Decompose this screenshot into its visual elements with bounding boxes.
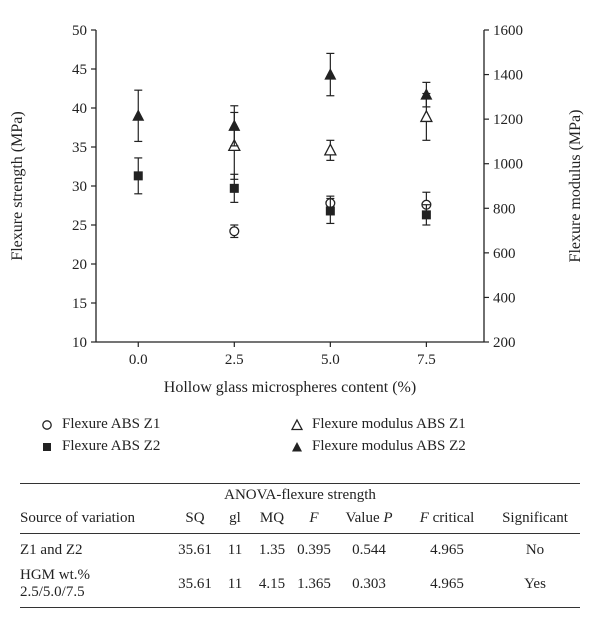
square-filled-marker-icon xyxy=(40,440,54,454)
circle-open-marker-icon xyxy=(40,418,54,432)
right-y-tick-label: 800 xyxy=(493,201,516,218)
x-tick-label: 2.5 xyxy=(224,352,244,368)
cell-mq: 4.15 xyxy=(250,559,294,608)
legend-label: Flexure modulus ABS Z2 xyxy=(312,438,466,454)
cell-source xyxy=(20,559,170,608)
cell-source-line2: 2.5/5.0/7.5 xyxy=(20,584,85,600)
data-point-triangle-filled xyxy=(420,88,432,100)
legend-label: Flexure ABS Z1 xyxy=(62,416,161,432)
header-value-p xyxy=(334,506,404,534)
right-y-tick-label: 400 xyxy=(493,290,516,307)
legend-item-flexure-abs-z1 xyxy=(40,416,160,433)
cell-gl: 11 xyxy=(227,542,243,558)
table-row xyxy=(20,559,580,608)
data-point-square xyxy=(326,206,335,215)
data-point-triangle-filled xyxy=(132,109,144,121)
header-f: F xyxy=(294,506,334,534)
data-point-triangle-open xyxy=(325,144,336,155)
legend-label: Flexure ABS Z2 xyxy=(62,438,161,454)
right-y-tick-label: 1000 xyxy=(493,156,523,173)
cell-p: 0.303 xyxy=(334,559,404,608)
header-gl: gl xyxy=(220,506,250,534)
right-y-tick-label: 600 xyxy=(493,245,516,262)
cell-sq: 35.61 xyxy=(170,559,220,608)
header-significant: Significant xyxy=(490,506,580,534)
right-y-tick-label: 1600 xyxy=(493,23,523,39)
right-y-tick-label: 1400 xyxy=(493,67,523,84)
data-point-square xyxy=(134,171,143,180)
data-point-triangle-filled xyxy=(228,119,240,130)
cell-significant: No xyxy=(525,542,545,558)
cell-f: 0.395 xyxy=(297,542,331,558)
cell-f-critical: 4.965 xyxy=(404,559,490,608)
x-tick-label: 0.0 xyxy=(128,352,148,368)
header-sq: SQ xyxy=(170,506,220,534)
cell-mq: 1.35 xyxy=(258,542,286,558)
legend-item-flexure-modulus-abs-z2 xyxy=(290,438,466,455)
anova-header-row xyxy=(20,506,580,534)
cell-p: 0.544 xyxy=(352,542,386,558)
x-axis-label: Hollow glass microspheres content (%) xyxy=(163,379,417,396)
left-y-axis-label: Flexure strength (MPa) xyxy=(9,111,26,261)
triangle-open-marker-icon xyxy=(290,418,304,432)
header-f-critical xyxy=(404,506,490,534)
data-point-triangle-filled xyxy=(324,68,336,80)
data-point-circle xyxy=(230,227,239,236)
right-y-axis-label: Flexure modulus (MPa) xyxy=(567,109,584,263)
legend-item-flexure-modulus-abs-z1 xyxy=(290,416,466,433)
header-f-critical-var: F xyxy=(419,510,429,526)
cell-gl: 11 xyxy=(220,559,250,608)
header-mq: MQ xyxy=(250,506,294,534)
x-tick-label: 7.5 xyxy=(417,352,436,368)
anova-table xyxy=(20,483,580,608)
left-y-tick-label: 25 xyxy=(72,218,87,234)
left-y-tick-label: 40 xyxy=(72,101,87,117)
anova-caption: ANOVA-flexure strength xyxy=(20,484,580,507)
legend-label: Flexure modulus ABS Z1 xyxy=(312,416,466,432)
cell-source-line1: HGM wt.% xyxy=(20,567,90,583)
header-value-p-var: P xyxy=(383,510,393,526)
right-y-tick-label: 1200 xyxy=(493,112,523,129)
data-point-square xyxy=(230,184,239,193)
data-point-triangle-open xyxy=(421,111,432,122)
legend-item-flexure-abs-z2 xyxy=(40,438,160,455)
header-f-critical-suffix: critical xyxy=(428,510,475,526)
left-y-tick-label: 10 xyxy=(72,335,87,351)
left-y-tick-label: 35 xyxy=(72,140,87,156)
left-y-tick-label: 50 xyxy=(72,23,87,39)
cell-sq: 35.61 xyxy=(178,542,212,558)
left-y-tick-label: 30 xyxy=(72,179,87,195)
left-y-tick-label: 20 xyxy=(72,257,87,273)
left-y-tick-label: 15 xyxy=(72,296,87,312)
triangle-filled-marker-icon xyxy=(290,440,304,454)
right-y-tick-label: 200 xyxy=(493,335,516,351)
cell-significant: Yes xyxy=(490,559,580,608)
cell-f-critical: 4.965 xyxy=(430,542,464,558)
header-value-p-prefix: Value xyxy=(345,510,384,526)
cell-source: Z1 and Z2 xyxy=(20,542,83,558)
x-tick-label: 5.0 xyxy=(320,352,340,368)
anova-table-section xyxy=(20,483,580,608)
header-source: Source of variation xyxy=(20,506,170,534)
left-y-tick-label: 45 xyxy=(72,62,87,78)
data-point-square xyxy=(422,210,431,219)
table-row xyxy=(20,534,580,560)
cell-f: 1.365 xyxy=(294,559,334,608)
